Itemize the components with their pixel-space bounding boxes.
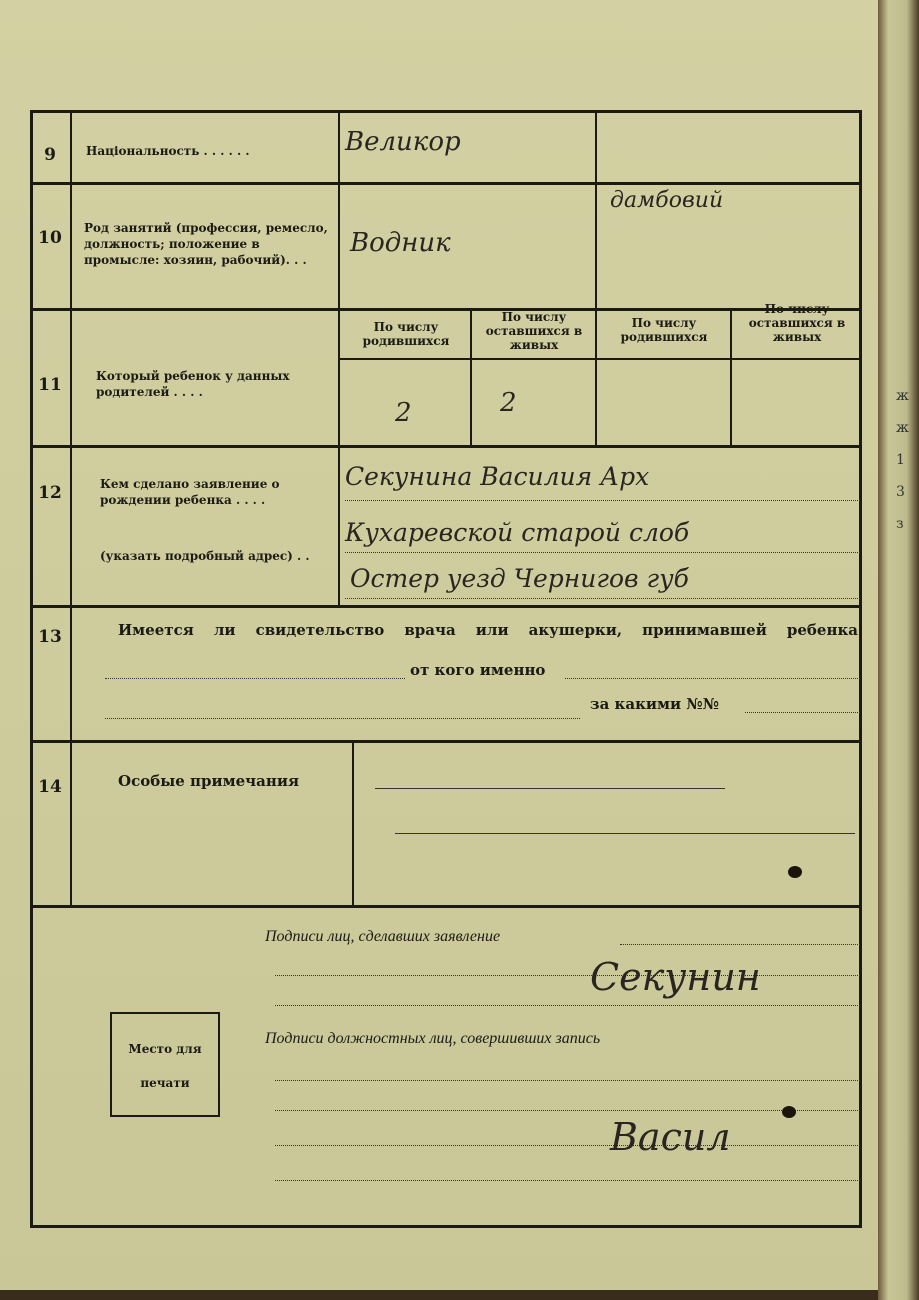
row-label: Національность . . . . . . xyxy=(86,144,250,158)
row-label: Имеется ли свидетельство врача или акушерки, принимавшей ребенка xyxy=(118,621,858,639)
dash-mark xyxy=(395,833,855,834)
row-label: Кем сделано заявление о рождении ребенка . . . . xyxy=(100,477,280,507)
official-signature: Васил xyxy=(610,1115,731,1159)
column-header: По числу оставшихся в живых xyxy=(485,310,583,352)
handwritten-value: 2 xyxy=(500,388,517,418)
dotted-line xyxy=(345,552,860,553)
row-sublabel: (указать подробный адрес) . . xyxy=(100,549,310,563)
stamp-label: Место для xyxy=(128,1042,202,1056)
handwritten-value: 2 xyxy=(395,398,412,428)
row-number: 12 xyxy=(38,483,62,503)
next-page-edge xyxy=(878,0,919,1300)
subheader-line xyxy=(338,358,862,360)
handwritten-value: Водник xyxy=(350,228,451,258)
num-column-line xyxy=(70,110,72,905)
column-header: По числу родившихся xyxy=(620,316,708,344)
applicants-signature-label: Подписи лиц, сделавших заявление xyxy=(265,928,501,945)
notes-column-line xyxy=(352,740,354,905)
edge-mark: ж xyxy=(896,420,909,436)
from-whom-label: от кого именно xyxy=(410,661,546,679)
column-header: По числу родившихся xyxy=(362,320,450,348)
edge-mark: ж xyxy=(896,388,909,404)
stamp-place-box xyxy=(110,1012,220,1117)
dotted-line xyxy=(275,1005,860,1006)
value-split-line xyxy=(470,308,472,445)
dotted-line xyxy=(275,1080,860,1081)
edge-mark: з xyxy=(896,516,904,532)
column-header: По числу оставшихся в живых xyxy=(748,302,846,344)
divider xyxy=(30,182,862,185)
row-label: Род занятий (профессия, ремесло, должность; положение в промысле: хозяин, рабочий). . . xyxy=(84,221,328,267)
dotted-line xyxy=(565,678,860,679)
dotted-line xyxy=(275,1145,860,1146)
binding-hole xyxy=(782,1106,796,1118)
row-number: 9 xyxy=(44,145,56,165)
value-split-line xyxy=(730,308,732,445)
dotted-line xyxy=(275,975,860,976)
handwritten-value: Великор xyxy=(345,127,461,157)
edge-marks xyxy=(896,380,909,540)
handwritten-value: Секунина Василия Арх xyxy=(345,462,650,491)
dotted-line xyxy=(345,500,860,501)
dotted-line xyxy=(345,598,860,599)
dotted-line xyxy=(745,712,860,713)
applicant-signature: Секунин xyxy=(590,955,761,999)
dotted-line xyxy=(275,1180,860,1181)
row-label: Который ребенок у данных родителей . . . . xyxy=(96,369,290,399)
row-number: 10 xyxy=(38,228,62,248)
handwritten-value: Кухаревской старой слоб xyxy=(345,518,690,547)
row-number: 14 xyxy=(38,777,62,797)
divider xyxy=(30,740,862,743)
dotted-line xyxy=(620,944,860,945)
divider xyxy=(30,605,862,608)
handwritten-value: дамбовий xyxy=(610,188,724,213)
dash-mark xyxy=(375,788,725,789)
dotted-line xyxy=(275,1110,860,1111)
row-number: 13 xyxy=(38,627,62,647)
binding-hole xyxy=(788,866,802,878)
officials-signature-label: Подписи должностных лиц, совершивших запись xyxy=(265,1030,601,1047)
edge-mark: 3 xyxy=(896,484,905,500)
divider xyxy=(30,905,862,908)
handwritten-value: Остер уезд Чернигов губ xyxy=(350,564,689,593)
edge-mark: 1 xyxy=(896,452,905,468)
row-number: 11 xyxy=(38,375,62,395)
divider xyxy=(30,445,862,448)
dotted-line xyxy=(105,718,580,719)
value-split-line xyxy=(595,110,597,445)
numbers-label: за какими №№ xyxy=(590,695,720,713)
dotted-line xyxy=(105,678,405,679)
row-label: Особые примечания xyxy=(118,772,300,790)
stamp-label: печати xyxy=(140,1076,190,1090)
